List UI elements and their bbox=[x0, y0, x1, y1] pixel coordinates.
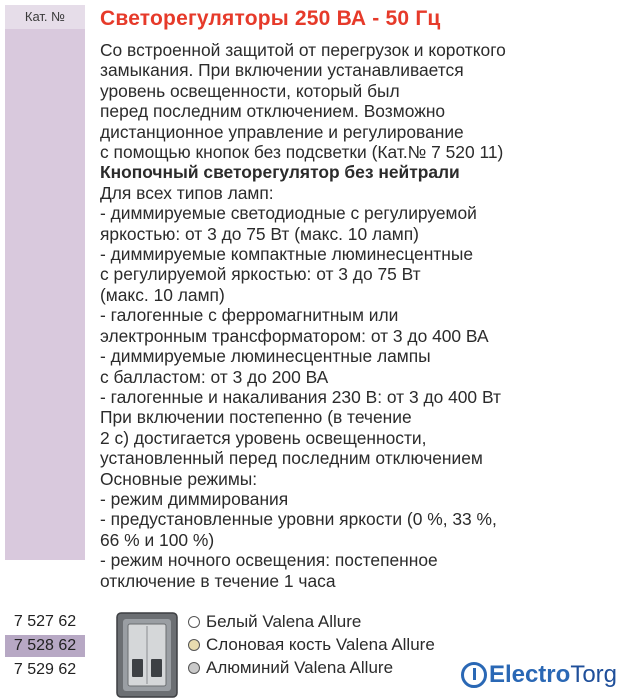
text-line: - диммируемые компактные люминесцентные bbox=[100, 244, 474, 265]
brand-logo bbox=[461, 658, 617, 692]
text-line: - предустановленные уровни яркости (0 %, 33 %, bbox=[100, 509, 497, 530]
text-line: перед последним отключением. Возможно bbox=[100, 101, 446, 122]
catalog-number-2: 7 528 62 bbox=[5, 635, 85, 657]
dimmer-switch-icon bbox=[116, 612, 178, 698]
text-line: с балластом: от 3 до 200 ВА bbox=[100, 366, 329, 387]
text-line: - режим диммирования bbox=[100, 488, 289, 509]
text-line: 66 % и 100 %) bbox=[100, 529, 215, 550]
catalog-header: Кат. № bbox=[5, 5, 85, 29]
text-line: - галогенные и накаливания 230 В: от 3 до 400 Вт bbox=[100, 386, 501, 407]
text-line: дистанционное управление и регулирование bbox=[100, 121, 464, 142]
text-line: - диммируемые люминесцентные лампы bbox=[100, 346, 431, 367]
variant-label: Белый Valena Allure bbox=[206, 612, 362, 631]
circle-swatch-icon bbox=[188, 639, 200, 651]
text-line: установленный перед последним отключением bbox=[100, 448, 483, 469]
description-text bbox=[100, 40, 615, 591]
text-line: - диммируемые светодиодные с регулируемой bbox=[100, 203, 477, 224]
power-circle-icon bbox=[461, 662, 487, 688]
circle-swatch-icon bbox=[188, 662, 200, 674]
variant-label: Алюминий Valena Allure bbox=[206, 658, 394, 677]
text-line: - галогенные с ферромагнитным или bbox=[100, 305, 399, 326]
variant-label: Слоновая кость Valena Allure bbox=[206, 635, 435, 654]
text-line: При включении постепенно (в течение bbox=[100, 407, 412, 428]
text-line: Со встроенной защитой от перегрузок и короткого bbox=[100, 40, 506, 60]
color-variants bbox=[188, 610, 435, 679]
text-line: с регулируемой яркостью: от 3 до 75 Вт bbox=[100, 264, 421, 285]
text-line: - режим ночного освещения: постепенное bbox=[100, 550, 438, 571]
logo-text-electro: Electro bbox=[488, 661, 571, 688]
text-line: (макс. 10 ламп) bbox=[100, 284, 225, 305]
text-line: замыкания. При включении устанавливается bbox=[100, 60, 464, 81]
catalog-strip bbox=[5, 5, 85, 560]
text-line: Основные режимы: bbox=[100, 468, 258, 489]
text-line: отключение в течение 1 часа bbox=[100, 570, 336, 591]
color-variant bbox=[188, 633, 435, 656]
catalog-column bbox=[0, 0, 88, 700]
catalog-number-3: 7 529 62 bbox=[13, 661, 77, 678]
page-title: Светорегуляторы 250 ВА - 50 Гц bbox=[100, 7, 441, 30]
text-line: 2 с) достигается уровень освещенности, bbox=[100, 427, 427, 448]
text-line: Для всех типов ламп: bbox=[100, 182, 274, 203]
text-line: электронным трансформатором: от 3 до 400 ВА bbox=[100, 325, 489, 346]
color-variant bbox=[188, 610, 435, 633]
text-line: с помощью кнопок без подсветки (Кат.№ 7 520 11) bbox=[100, 142, 504, 163]
circle-swatch-icon bbox=[188, 616, 200, 628]
color-variant bbox=[188, 656, 435, 679]
text-line: яркостью: от 3 до 75 Вт (макс. 10 ламп) bbox=[100, 223, 419, 244]
section-heading: Кнопочный светорегулятор без нейтрали bbox=[100, 162, 460, 183]
logo-text-torg: Torg bbox=[570, 661, 617, 688]
catalog-number-1: 7 527 62 bbox=[13, 613, 77, 630]
text-line: уровень освещенности, который был bbox=[100, 80, 400, 101]
